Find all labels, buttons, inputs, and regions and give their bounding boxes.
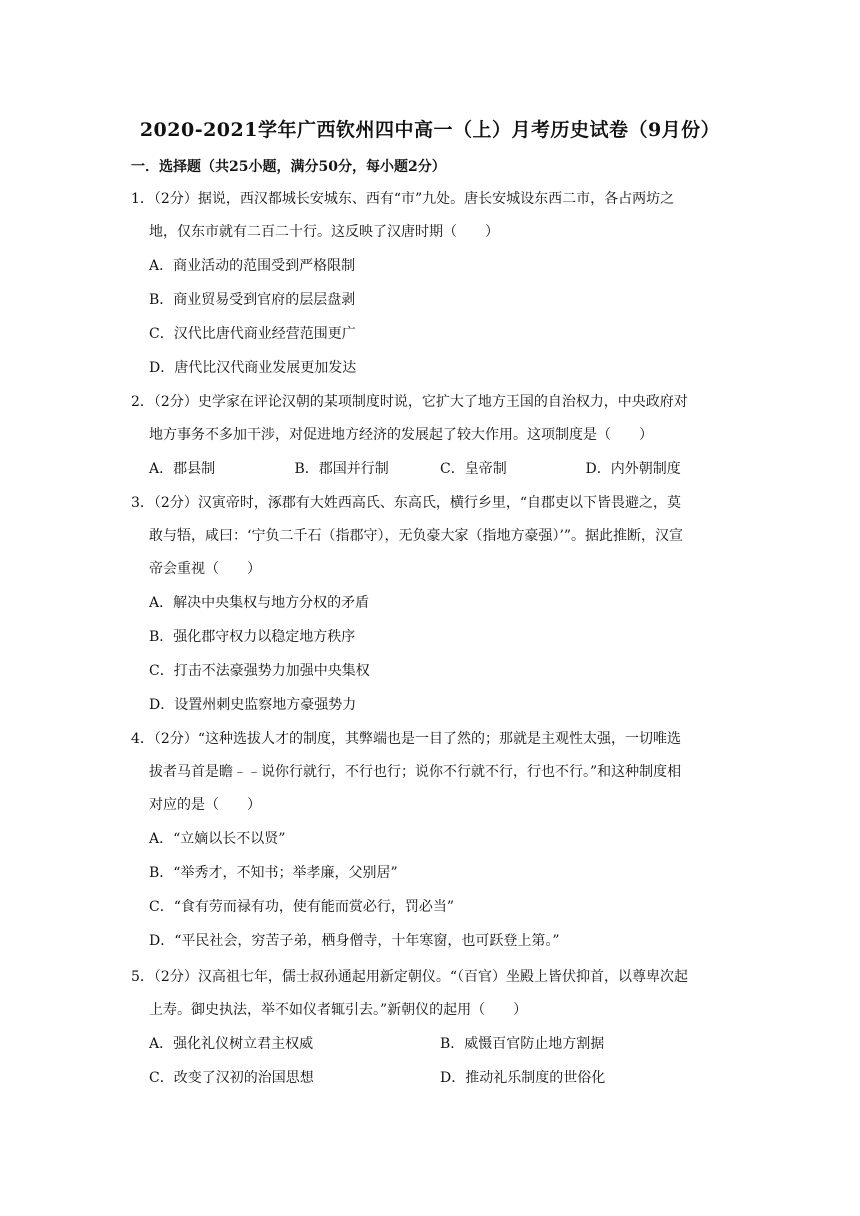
question-stem-line: 敢与牾，咸曰：‘宁负二千石（指郡守），无负豪大家（指地方豪强）’”。据此推断，汉宣: [149, 528, 684, 544]
option-b[interactable]: B．强化郡守权力以稳定地方秩序: [149, 629, 356, 645]
question-5: [131, 961, 731, 1095]
option-c[interactable]: C．汉代比唐代商业经营范围更广: [149, 326, 356, 342]
question-stem-line: 3．（2分）汉寅帝时，涿郡有大姓西高氏、东高氏，横行乡里，“自郡吏以下皆畏避之，莫: [131, 495, 681, 511]
question-stem-line: 地，仅东市就有二百二十行。这反映了汉唐时期（ ）: [149, 224, 499, 240]
option-list: [131, 822, 731, 958]
question-stem-line: 2．（2分）史学家在评论汉朝的某项制度时说，它扩大了地方王国的自治权力，中央政府对: [131, 394, 688, 410]
question-3: [131, 487, 731, 722]
option-list: [131, 249, 731, 385]
question-stem-line: 5．（2分）汉高祖七年，儒士叔孙通起用新定朝仪。“（百官）坐殿上皆伏抑首，以尊卑次起: [131, 969, 688, 985]
option-d[interactable]: D．“平民社会，穷苦子弟，栖身僧寺，十年寒窗，也可跃登上第。”: [149, 933, 560, 949]
question-stem-line: 帝会重视（ ）: [149, 561, 261, 577]
option-d[interactable]: D．设置州刺史监察地方豪强势力: [149, 697, 357, 713]
option-a[interactable]: A．强化礼仪树立君主权威: [149, 1036, 314, 1052]
question-stem-line: 上寿。御史执法，举不如仪者辄引去。”新朝仪的起用（ ）: [149, 1002, 528, 1018]
question-stem-line: 1．（2分）据说，西汉都城长安城东、西有“市”九处。唐长安城设东西二市，各占两坊之: [131, 191, 675, 207]
question-stem-line: 4．（2分）“这种选拔人才的制度，其弊端也是一目了然的；那就是主观性太强，一切唯选: [131, 731, 681, 747]
option-list: [131, 586, 731, 722]
option-b[interactable]: B．“举秀才，不知书；举孝廉，父别居”: [149, 865, 398, 881]
option-d[interactable]: D．唐代比汉代商业发展更加发达: [149, 360, 357, 376]
option-row: [149, 1061, 731, 1095]
page-title: 2020-2021学年广西钦州四中高一（上）月考历史试卷（9月份）: [139, 119, 721, 141]
option-b[interactable]: B．威慑百官防止地方割据: [440, 1036, 605, 1052]
option-c[interactable]: C．皇帝制: [440, 461, 507, 477]
option-a[interactable]: A．郡县制: [149, 461, 216, 477]
option-c[interactable]: C．改变了汉初的治国思想: [149, 1070, 314, 1086]
question-stem-line: 地方事务不多加干涉，对促进地方经济的发展起了较大作用。这项制度是（ ）: [149, 427, 653, 443]
option-list: [131, 1027, 731, 1095]
option-a[interactable]: A．解决中央集权与地方分权的矛盾: [149, 595, 370, 611]
option-a[interactable]: A．商业活动的范围受到严格限制: [149, 258, 356, 274]
question-stem-line: 对应的是（ ）: [149, 797, 261, 813]
option-c[interactable]: C．“食有劳而禄有功，使有能而赏必行，罚必当”: [149, 899, 455, 915]
option-b[interactable]: B．郡国并行制: [294, 461, 389, 477]
question-2: [131, 386, 731, 486]
option-d[interactable]: D．推动礼乐制度的世俗化: [440, 1070, 606, 1086]
question-1: [131, 183, 731, 385]
option-list: [131, 452, 731, 486]
option-row: [149, 1027, 731, 1061]
section-heading: 一．选择题（共25小题，满分50分，每小题2分）: [131, 159, 446, 175]
option-d[interactable]: D．内外朝制度: [585, 461, 681, 477]
option-b[interactable]: B．商业贸易受到官府的层层盘剥: [149, 292, 356, 308]
option-a[interactable]: A．“立嫡以长不以贤”: [149, 831, 286, 847]
question-stem-line: 拔者马首是瞻﹣﹣说你行就行，不行也行；说你不行就不行，行也不行。”和这种制度相: [149, 764, 682, 780]
option-c[interactable]: C．打击不法豪强势力加强中央集权: [149, 663, 370, 679]
question-4: [131, 723, 731, 958]
